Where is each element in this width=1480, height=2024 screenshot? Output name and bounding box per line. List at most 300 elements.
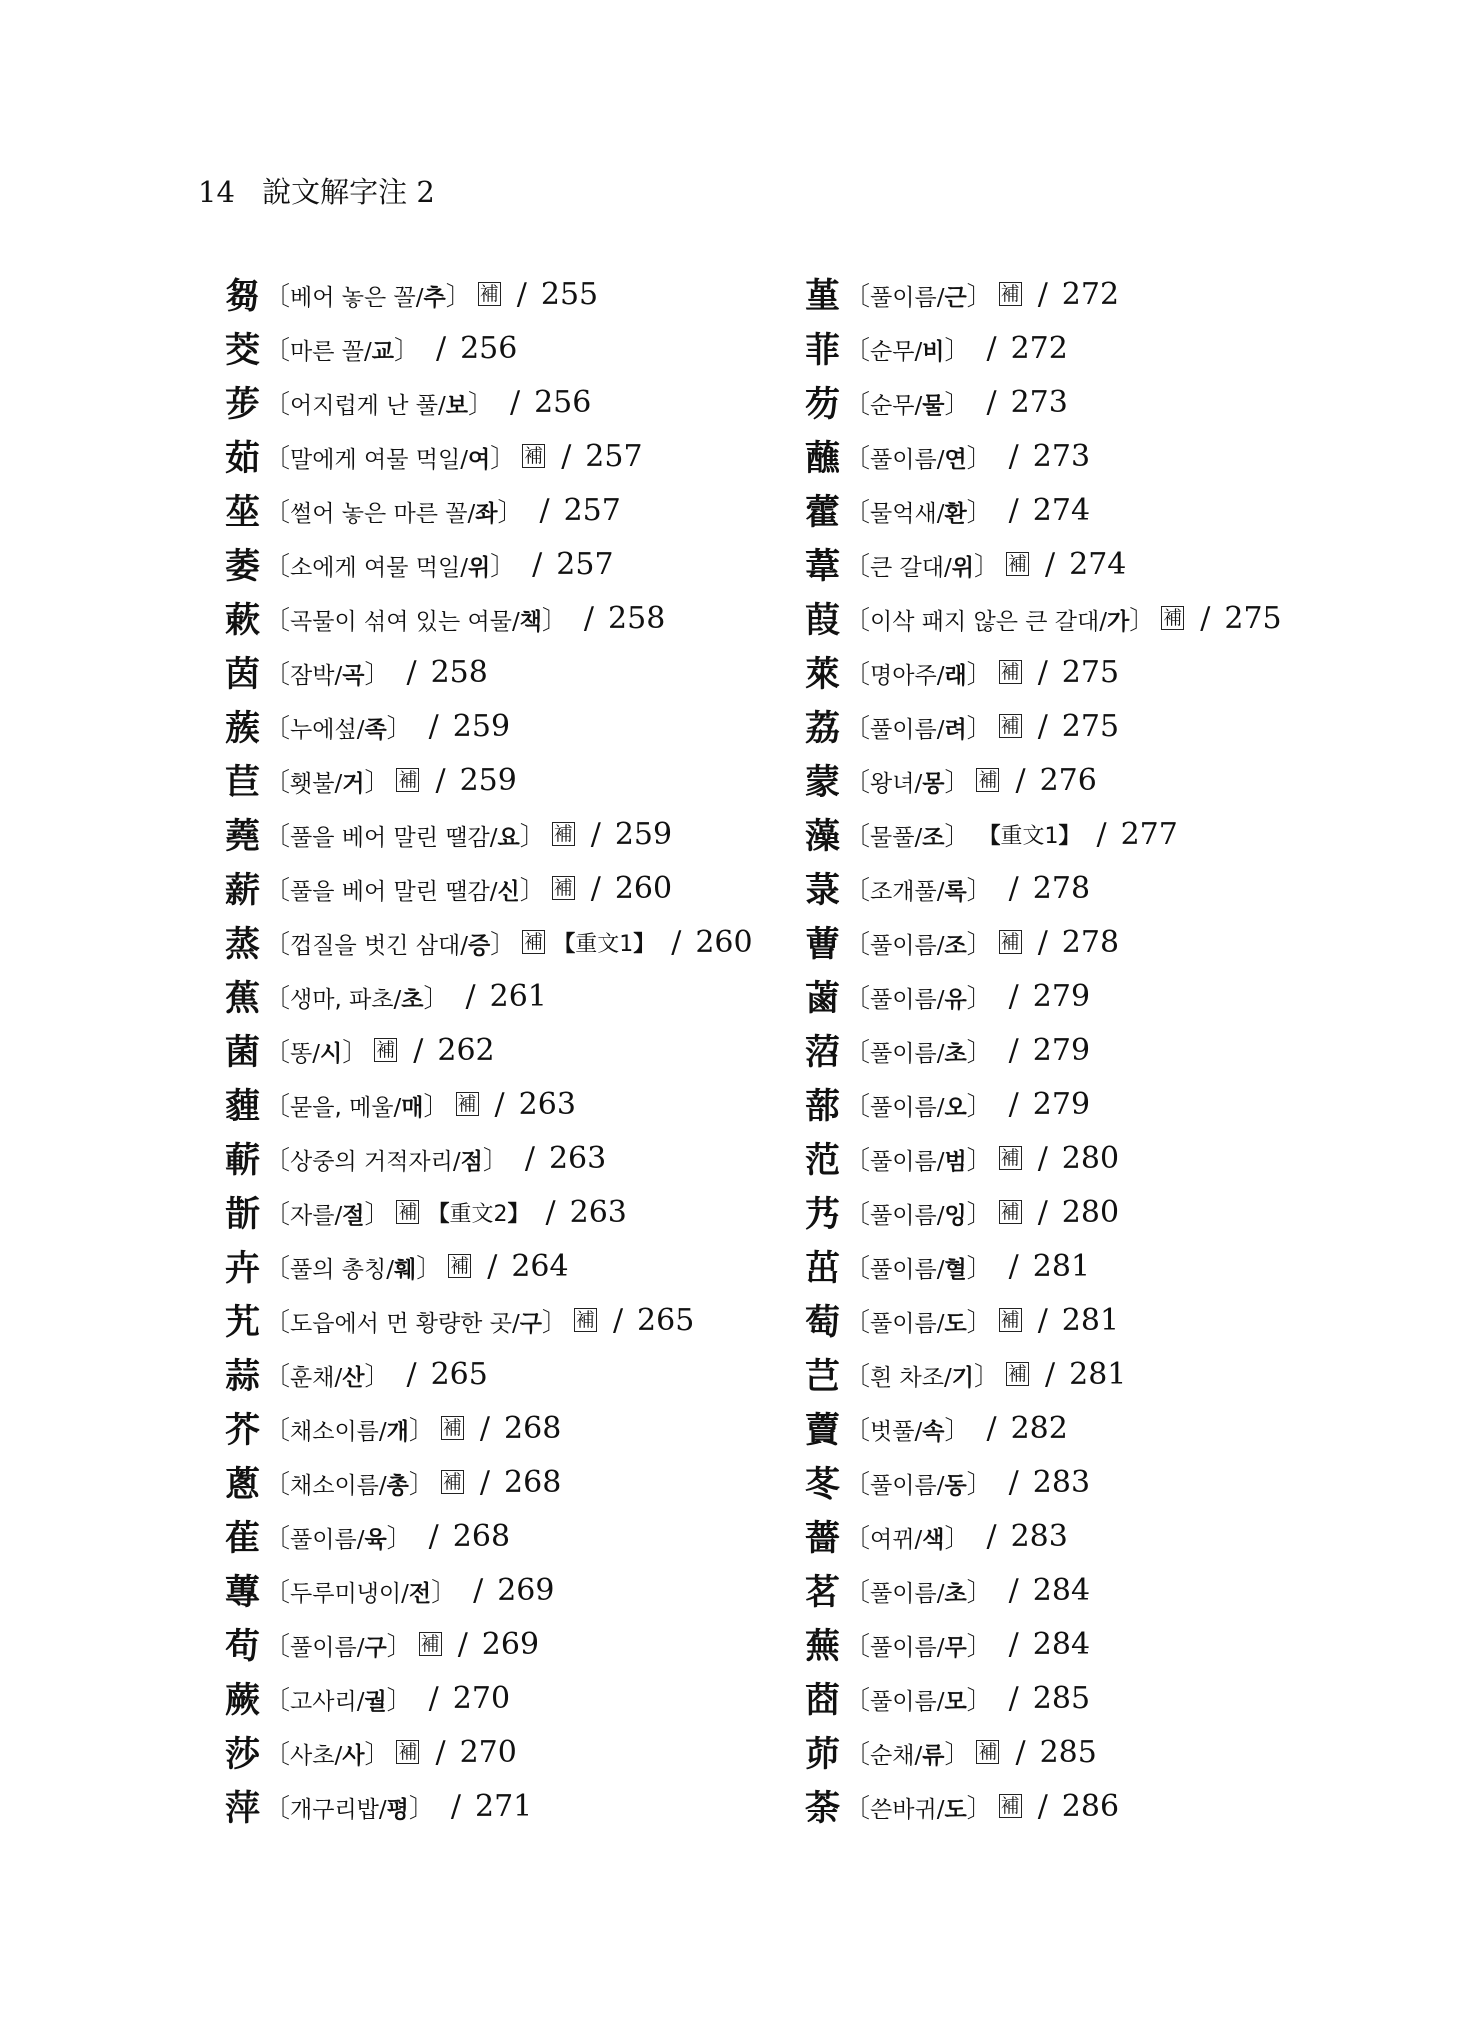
gloss-meaning: 풀이름 xyxy=(870,1094,937,1121)
index-entry xyxy=(805,591,1425,645)
close-bracket: 〕 xyxy=(431,1577,458,1608)
supplement-mark: 補 xyxy=(553,877,573,899)
gloss-slash: / xyxy=(944,1364,952,1391)
close-bracket: 〕 xyxy=(966,1631,993,1662)
gloss-slash: / xyxy=(393,986,402,1013)
entry-page-number: 283 xyxy=(1010,1518,1068,1554)
gloss-reading: 요 xyxy=(497,824,520,851)
index-entry xyxy=(805,1779,1425,1833)
gloss-meaning: 풀이름 xyxy=(870,716,937,743)
page-separator: / xyxy=(1008,1572,1019,1608)
close-bracket: 〕 xyxy=(467,389,494,420)
entry-character: 茁 xyxy=(805,1249,841,1289)
page-separator: / xyxy=(561,438,572,474)
gloss-slash: / xyxy=(378,1796,387,1823)
entry-page-number: 271 xyxy=(475,1788,533,1824)
gloss-slash: / xyxy=(914,1526,923,1553)
gloss-meaning: 물억새 xyxy=(870,500,937,527)
open-bracket: 〔 xyxy=(844,497,871,528)
gloss-reading: 개 xyxy=(386,1418,409,1445)
entry-character: 蔀 xyxy=(805,1087,841,1127)
gloss-slash: / xyxy=(936,500,945,527)
entry-gloss xyxy=(844,438,993,475)
entry-gloss xyxy=(844,600,1155,637)
gloss-slash: / xyxy=(936,986,945,1013)
supplement-mark: 補 xyxy=(524,931,544,953)
gloss-meaning: 풀이름 xyxy=(870,1310,937,1337)
page-separator: / xyxy=(1008,870,1019,906)
open-bracket: 〔 xyxy=(844,659,871,690)
gloss-slash: / xyxy=(936,1796,945,1823)
gloss-meaning: 풀이름 xyxy=(290,1526,357,1553)
close-bracket: 〕 xyxy=(519,821,546,852)
entry-page-number: 268 xyxy=(504,1410,562,1446)
close-bracket: 〕 xyxy=(386,713,413,744)
index-entry xyxy=(805,429,1425,483)
entry-character: 蕨 xyxy=(225,1681,261,1721)
entry-gloss xyxy=(264,1410,435,1447)
gloss-reading: 좌 xyxy=(475,500,498,527)
gloss-slash: / xyxy=(489,824,498,851)
open-bracket: 〔 xyxy=(844,281,871,312)
close-bracket: 〕 xyxy=(944,1739,971,1770)
close-bracket: 〕 xyxy=(490,929,517,960)
open-bracket: 〔 xyxy=(264,929,291,960)
supplement-mark: 補 xyxy=(524,445,544,467)
close-bracket: 〕 xyxy=(966,983,993,1014)
gloss-reading: 책 xyxy=(519,608,542,635)
gloss-reading: 환 xyxy=(944,500,967,527)
open-bracket: 〔 xyxy=(844,875,871,906)
entry-gloss xyxy=(264,492,523,529)
gloss-meaning: 썰어 놓은 마른 꼴 xyxy=(290,500,468,527)
gloss-meaning: 풀이름 xyxy=(870,1148,937,1175)
gloss-slash: / xyxy=(914,1418,923,1445)
open-bracket: 〔 xyxy=(264,1793,291,1824)
page-header xyxy=(198,174,435,210)
right-column xyxy=(805,267,1425,1833)
entry-page-number: 284 xyxy=(1032,1626,1091,1662)
page-separator: / xyxy=(1008,1086,1019,1122)
entry-gloss xyxy=(844,384,970,421)
entry-gloss xyxy=(844,1032,993,1069)
gloss-meaning: 사초 xyxy=(290,1742,335,1769)
index-entry xyxy=(805,915,1425,969)
supplement-mark: 補 xyxy=(1000,1309,1020,1331)
entry-character: 藚 xyxy=(805,1411,841,1451)
entry-character: 菬 xyxy=(805,1033,841,1073)
gloss-slash: / xyxy=(936,1148,945,1175)
entry-character: 薔 xyxy=(805,1519,841,1559)
open-bracket: 〔 xyxy=(844,1469,871,1500)
close-bracket: 〕 xyxy=(966,443,993,474)
close-bracket: 〕 xyxy=(966,659,993,690)
gloss-meaning: 채소이름 xyxy=(290,1418,379,1445)
page-separator: / xyxy=(494,1086,505,1122)
index-entry xyxy=(805,1077,1425,1131)
gloss-slash: / xyxy=(415,284,424,311)
open-bracket: 〔 xyxy=(844,1739,871,1770)
entry-character: 蔪 xyxy=(225,1141,261,1181)
index-entry xyxy=(805,699,1425,753)
index-entry xyxy=(805,1509,1425,1563)
gloss-slash: / xyxy=(460,446,468,473)
entry-gloss xyxy=(844,1194,993,1231)
entry-page-number: 273 xyxy=(1010,384,1068,420)
gloss-meaning: 왕녀 xyxy=(870,770,915,797)
gloss-slash: / xyxy=(944,554,952,581)
entry-page-number: 270 xyxy=(459,1734,517,1770)
close-bracket: 〕 xyxy=(966,1793,993,1824)
gloss-meaning: 묻을, 메울 xyxy=(290,1094,394,1121)
supplement-mark: 補 xyxy=(978,769,998,791)
page-separator: / xyxy=(1037,1140,1048,1176)
gloss-meaning: 풀을 베어 말린 땔감 xyxy=(290,824,490,851)
entry-page-number: 268 xyxy=(452,1518,511,1554)
supplement-mark: 補 xyxy=(1000,931,1020,953)
supplement-mark: 補 xyxy=(1000,1201,1020,1223)
entry-character: 苳 xyxy=(805,1465,841,1505)
index-entry xyxy=(225,1023,845,1077)
entry-character: 蕪 xyxy=(805,1627,841,1667)
close-bracket: 〕 xyxy=(423,983,450,1014)
gloss-reading: 연 xyxy=(944,446,967,473)
gloss-meaning: 풀이름 xyxy=(870,446,937,473)
close-bracket: 〕 xyxy=(966,929,993,960)
entry-page-number: 263 xyxy=(569,1194,627,1230)
entry-page-number: 274 xyxy=(1069,546,1127,582)
entry-character: 荼 xyxy=(805,1789,841,1829)
index-entry xyxy=(805,1401,1425,1455)
close-bracket: 〕 xyxy=(386,1523,413,1554)
gloss-reading: 여 xyxy=(467,446,491,473)
entry-page-number: 257 xyxy=(556,546,614,582)
gloss-reading: 래 xyxy=(944,662,967,689)
entry-gloss xyxy=(264,600,568,637)
entry-page-number: 281 xyxy=(1032,1248,1091,1284)
gloss-meaning: 여뀌 xyxy=(870,1526,915,1553)
gloss-reading: 도 xyxy=(944,1796,967,1823)
entry-character: 芥 xyxy=(225,1411,261,1451)
entry-gloss xyxy=(264,276,472,313)
index-entry xyxy=(225,915,845,969)
index-entry xyxy=(225,1509,845,1563)
gloss-slash: / xyxy=(936,662,945,689)
gloss-meaning: 순무 xyxy=(870,392,915,419)
entry-page-number: 259 xyxy=(614,816,673,852)
close-bracket: 〕 xyxy=(386,1631,413,1662)
page-separator: / xyxy=(986,1410,997,1446)
open-bracket: 〔 xyxy=(264,1145,291,1176)
gloss-slash: / xyxy=(936,932,945,959)
gloss-slash: / xyxy=(914,392,923,419)
open-bracket: 〔 xyxy=(264,983,291,1014)
entry-page-number: 269 xyxy=(497,1572,555,1608)
entry-gloss xyxy=(264,1680,413,1717)
page-separator: / xyxy=(1008,438,1019,474)
gloss-slash: / xyxy=(936,1040,945,1067)
gloss-meaning: 생마, 파초 xyxy=(290,986,394,1013)
close-bracket: 〕 xyxy=(944,335,971,366)
entry-character: 莔 xyxy=(805,1681,841,1721)
open-bracket: 〔 xyxy=(844,713,871,744)
open-bracket: 〔 xyxy=(264,1361,291,1392)
gloss-reading: 유 xyxy=(944,986,967,1013)
entry-gloss xyxy=(264,762,390,799)
index-entry xyxy=(225,1725,845,1779)
close-bracket: 〕 xyxy=(364,659,391,690)
entry-character: 莝 xyxy=(225,493,261,533)
gloss-slash: / xyxy=(1099,608,1107,635)
gloss-meaning: 개구리밥 xyxy=(290,1796,379,1823)
entry-character: 蓴 xyxy=(225,1573,261,1613)
book-title: 說文解字注 2 xyxy=(262,175,435,209)
index-entry xyxy=(225,861,845,915)
gloss-slash: / xyxy=(936,1202,945,1229)
entry-page-number: 276 xyxy=(1039,762,1097,798)
gloss-meaning: 도읍에서 먼 황량한 곳 xyxy=(290,1310,512,1337)
close-bracket: 〕 xyxy=(944,1415,971,1446)
entry-character: 萎 xyxy=(225,547,261,587)
gloss-meaning: 풀이름 xyxy=(870,1634,937,1661)
open-bracket: 〔 xyxy=(844,551,871,582)
entry-page-number: 285 xyxy=(1039,1734,1097,1770)
index-entry xyxy=(805,483,1425,537)
gloss-meaning: 흰 차조 xyxy=(870,1364,944,1391)
gloss-reading: 류 xyxy=(922,1742,945,1769)
close-bracket: 〕 xyxy=(973,551,1000,582)
gloss-slash: / xyxy=(356,1634,365,1661)
entry-character: 蒜 xyxy=(225,1357,261,1397)
gloss-slash: / xyxy=(936,1310,945,1337)
page-separator: / xyxy=(1008,1464,1019,1500)
close-bracket: 〕 xyxy=(966,281,993,312)
supplement-mark: 補 xyxy=(442,1471,462,1493)
page-separator: / xyxy=(479,1410,491,1446)
index-entry xyxy=(225,1131,845,1185)
supplement-mark: 補 xyxy=(575,1309,595,1331)
entry-gloss xyxy=(264,1032,368,1069)
entry-character: 藿 xyxy=(805,493,841,533)
entry-character: 苟 xyxy=(225,1627,261,1667)
gloss-slash: / xyxy=(914,338,923,365)
gloss-slash: / xyxy=(511,1310,520,1337)
gloss-reading: 추 xyxy=(423,284,446,311)
index-entry xyxy=(225,591,845,645)
entry-gloss xyxy=(264,384,494,421)
entry-character: 蔟 xyxy=(225,709,261,749)
entry-gloss xyxy=(844,1140,993,1177)
close-bracket: 〕 xyxy=(966,1469,993,1500)
entry-page-number: 286 xyxy=(1061,1788,1120,1824)
entry-gloss xyxy=(844,1626,993,1663)
gloss-meaning: 껍질을 벗긴 삼대 xyxy=(290,932,461,959)
entry-character: 莎 xyxy=(225,1735,261,1775)
gloss-reading: 증 xyxy=(467,932,491,959)
entry-character: 蘸 xyxy=(805,439,841,479)
open-bracket: 〔 xyxy=(264,1469,291,1500)
gloss-meaning: 순무 xyxy=(870,338,915,365)
supplement-mark: 補 xyxy=(1007,553,1027,575)
entry-gloss xyxy=(844,816,970,853)
gloss-reading: 가 xyxy=(1107,608,1130,635)
index-entry xyxy=(225,699,845,753)
gloss-reading: 록 xyxy=(944,878,967,905)
entry-character: 蓸 xyxy=(805,925,841,965)
open-bracket: 〔 xyxy=(264,1577,291,1608)
gloss-slash: / xyxy=(914,1742,923,1769)
gloss-reading: 평 xyxy=(386,1796,409,1823)
open-bracket: 〔 xyxy=(264,1631,291,1662)
open-bracket: 〔 xyxy=(264,1199,291,1230)
gloss-meaning: 상중의 거적자리 xyxy=(290,1148,453,1175)
index-entry xyxy=(805,1725,1425,1779)
index-entry xyxy=(805,753,1425,807)
entry-gloss xyxy=(264,546,516,583)
close-bracket: 〕 xyxy=(342,1037,369,1068)
open-bracket: 〔 xyxy=(844,1253,871,1284)
close-bracket: 〕 xyxy=(944,1523,971,1554)
supplement-mark: 補 xyxy=(457,1093,477,1115)
index-entry xyxy=(805,807,1425,861)
page-separator: / xyxy=(516,276,527,312)
index-entry xyxy=(805,321,1425,375)
gloss-slash: / xyxy=(393,1094,402,1121)
entry-gloss xyxy=(264,1518,413,1555)
variant-close-bracket: 】 xyxy=(507,1201,530,1227)
page-separator: / xyxy=(465,978,476,1014)
supplement-mark: 補 xyxy=(1000,283,1020,305)
gloss-reading: 전 xyxy=(408,1580,432,1607)
page-separator: / xyxy=(1037,708,1048,744)
gloss-reading: 궐 xyxy=(364,1688,387,1715)
entry-character: 茵 xyxy=(225,655,261,695)
gloss-reading: 위 xyxy=(951,554,974,581)
close-bracket: 〕 xyxy=(408,1415,435,1446)
page-separator: / xyxy=(435,1734,446,1770)
entry-page-number: 273 xyxy=(1032,438,1091,474)
open-bracket: 〔 xyxy=(264,875,291,906)
entry-page-number: 268 xyxy=(504,1464,562,1500)
entry-gloss xyxy=(844,870,993,907)
gloss-reading: 려 xyxy=(944,716,967,743)
entry-gloss xyxy=(264,924,516,961)
entry-page-number: 274 xyxy=(1032,492,1091,528)
gloss-meaning: 풀이름 xyxy=(870,1580,937,1607)
entry-character: 蒸 xyxy=(225,925,261,965)
variant-open-bracket: 【 xyxy=(427,1201,450,1227)
close-bracket: 〕 xyxy=(364,1739,391,1770)
entry-gloss xyxy=(844,708,993,745)
entry-page-number: 269 xyxy=(481,1626,540,1662)
entry-character: 茆 xyxy=(805,1735,841,1775)
page-separator: / xyxy=(532,546,543,582)
index-entry xyxy=(805,1239,1425,1293)
index-entry xyxy=(805,861,1425,915)
entry-character: 薪 xyxy=(225,871,261,911)
entry-page-number: 275 xyxy=(1061,654,1120,690)
entry-page-number: 275 xyxy=(1224,600,1282,636)
page-separator: / xyxy=(1008,978,1019,1014)
open-bracket: 〔 xyxy=(264,1523,291,1554)
supplement-mark: 補 xyxy=(1163,607,1183,629)
page-separator: / xyxy=(435,762,446,798)
entry-page-number: 256 xyxy=(460,330,518,366)
open-bracket: 〔 xyxy=(844,335,871,366)
open-bracket: 〔 xyxy=(844,1037,871,1068)
close-bracket: 〕 xyxy=(966,713,993,744)
supplement-mark: 補 xyxy=(479,283,499,305)
gloss-slash: / xyxy=(936,446,945,473)
page-separator: / xyxy=(1096,816,1107,852)
variant-close-bracket: 】 xyxy=(1058,823,1081,849)
entry-character: 藻 xyxy=(805,817,841,857)
gloss-slash: / xyxy=(378,1472,387,1499)
index-entry xyxy=(225,1671,845,1725)
page-separator: / xyxy=(428,708,439,744)
gloss-slash: / xyxy=(334,662,343,689)
page-separator: / xyxy=(1015,762,1026,798)
index-entry xyxy=(805,1131,1425,1185)
supplement-mark: 補 xyxy=(1007,1363,1027,1385)
close-bracket: 〕 xyxy=(966,1091,993,1122)
gloss-meaning: 이삭 패지 않은 큰 갈대 xyxy=(870,608,1100,635)
gloss-slash: / xyxy=(914,770,923,797)
gloss-slash: / xyxy=(936,1094,945,1121)
gloss-reading: 구 xyxy=(519,1310,542,1337)
page-separator: / xyxy=(1200,600,1211,636)
entry-character: 斮 xyxy=(225,1195,261,1235)
entry-gloss xyxy=(264,1464,435,1501)
entry-gloss xyxy=(264,978,450,1015)
supplement-mark: 補 xyxy=(978,1741,998,1763)
entry-character: 蒙 xyxy=(805,763,841,803)
index-entry xyxy=(805,1617,1425,1671)
open-bracket: 〔 xyxy=(264,1037,291,1068)
supplement-mark: 補 xyxy=(450,1255,470,1277)
index-entry xyxy=(225,1401,845,1455)
page-separator: / xyxy=(1008,1626,1019,1662)
page-separator: / xyxy=(590,870,601,906)
index-entry xyxy=(805,1347,1425,1401)
supplement-mark: 補 xyxy=(1000,661,1020,683)
gloss-meaning: 누에섶 xyxy=(290,716,357,743)
gloss-meaning: 풀이름 xyxy=(870,1040,937,1067)
open-bracket: 〔 xyxy=(844,1145,871,1176)
index-entry xyxy=(805,645,1425,699)
entry-gloss xyxy=(264,330,420,367)
index-entry xyxy=(805,1563,1425,1617)
entry-character: 萊 xyxy=(805,655,841,695)
index-entry xyxy=(225,807,845,861)
entry-gloss xyxy=(844,762,970,799)
index-entry xyxy=(225,1779,845,1833)
entry-page-number: 259 xyxy=(459,762,517,798)
gloss-reading: 속 xyxy=(922,1418,945,1445)
page-separator: / xyxy=(457,1626,468,1662)
open-bracket: 〔 xyxy=(844,1685,871,1716)
open-bracket: 〔 xyxy=(844,821,871,852)
supplement-mark: 補 xyxy=(398,1201,418,1223)
entry-page-number: 272 xyxy=(1061,276,1120,312)
page-separator: / xyxy=(1037,1194,1048,1230)
close-bracket: 〕 xyxy=(386,1685,413,1716)
index-entry xyxy=(805,267,1425,321)
entry-character: 荔 xyxy=(805,709,841,749)
close-bracket: 〕 xyxy=(944,767,971,798)
gloss-slash: / xyxy=(936,1688,945,1715)
gloss-reading: 점 xyxy=(460,1148,483,1175)
